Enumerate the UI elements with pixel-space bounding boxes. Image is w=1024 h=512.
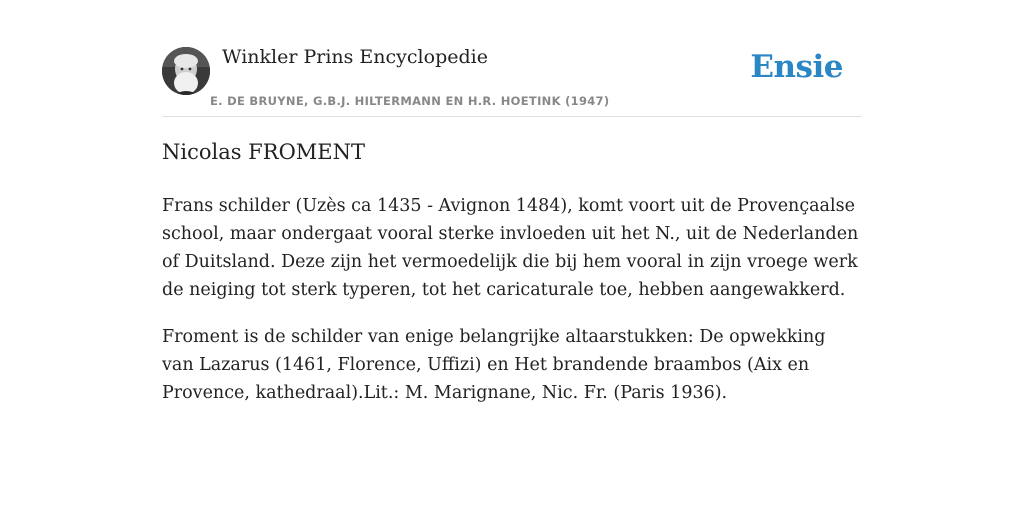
authors-line: E. DE BRUYNE, G.B.J. HILTERMANN EN H.R. HOETINK (1947) <box>210 94 610 108</box>
author-portrait-icon[interactable] <box>162 47 210 95</box>
article-body <box>162 192 862 426</box>
page <box>162 0 862 512</box>
encyclopedia-title[interactable]: Winkler Prins Encyclopedie <box>222 46 488 68</box>
brand-logo[interactable]: Ensie <box>750 49 843 85</box>
header <box>162 0 862 117</box>
article-paragraph: Froment is de schilder van enige belangrijke altaarstukken: De opwekking van Lazarus (1461, Florence, Uffizi) en Het brandende braambos (Aix en Provence, kathedraal).Lit.: M. Marignane, Nic. Fr. (Paris 1936). <box>162 327 826 403</box>
article-paragraph: Frans schilder (Uzès ca 1435 - Avignon 1484), komt voort uit de Provençaalse school, maar ondergaat vooral sterke invloeden uit het N., uit de Nederlanden of Duitsland. Deze zijn het vermoedelijk die bij hem vooral in zijn vroege werk de neiging tot sterk typeren, tot het caricaturale toe, hebben aangewakkerd. <box>162 196 859 300</box>
article-title: Nicolas FROMENT <box>162 140 365 164</box>
